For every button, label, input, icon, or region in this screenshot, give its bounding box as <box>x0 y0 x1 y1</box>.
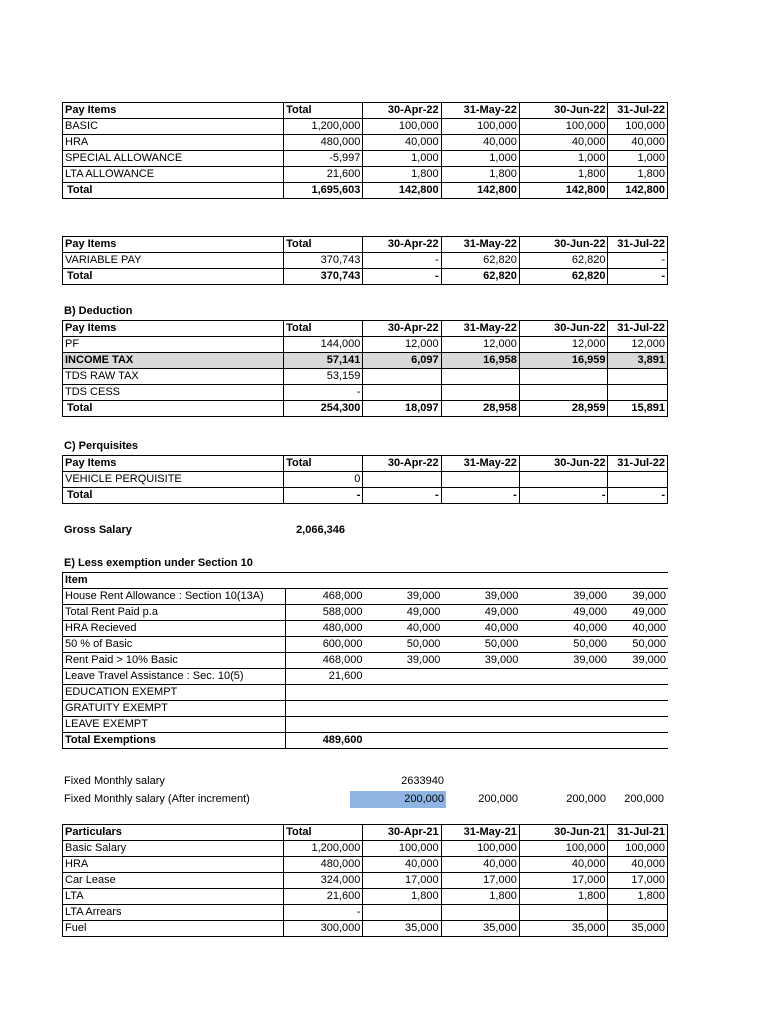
cell: 100,000 <box>441 841 519 857</box>
cell: 100,000 <box>608 841 668 857</box>
cell: 39,000 <box>609 589 668 605</box>
table-row <box>63 472 668 488</box>
cell: 17,000 <box>363 873 441 889</box>
header-cell: 30-Jun-22 <box>519 456 608 472</box>
deduction-table-block <box>62 320 668 417</box>
table-header-row <box>63 825 668 841</box>
cell: 468,000 <box>285 589 364 605</box>
header-cell: 31-May-22 <box>441 456 519 472</box>
table-row <box>63 119 668 135</box>
particulars-table-block <box>62 824 668 937</box>
table-header-row <box>63 321 668 337</box>
cell <box>519 385 608 401</box>
fixed-after-value: 200,000 <box>566 793 606 805</box>
particulars-table <box>62 824 668 937</box>
table-row <box>63 253 668 269</box>
cell <box>609 669 668 685</box>
row-label: Fuel <box>63 921 284 937</box>
total-row <box>63 488 668 504</box>
cell: - <box>284 905 363 921</box>
cell: 40,000 <box>442 621 520 637</box>
cell: 6,097 <box>363 353 441 369</box>
cell: 35,000 <box>441 921 519 937</box>
cell: 21,600 <box>285 669 364 685</box>
cell: 144,000 <box>284 337 363 353</box>
cell: 50,000 <box>520 637 609 653</box>
table-row <box>63 637 669 653</box>
cell: -5,997 <box>284 151 363 167</box>
header-cell: 31-May-21 <box>441 825 519 841</box>
exemption-table-block <box>62 572 668 749</box>
cell: 480,000 <box>285 621 364 637</box>
header-cell: 30-Jun-22 <box>519 103 608 119</box>
perquisites-table-block <box>62 455 668 504</box>
cell: 28,958 <box>441 401 519 417</box>
cell: 39,000 <box>364 653 442 669</box>
header-cell: 30-Apr-21 <box>363 825 441 841</box>
cell: 1,800 <box>608 167 668 183</box>
perquisites-title: C) Perquisites <box>64 440 138 452</box>
cell: 142,800 <box>363 183 441 199</box>
cell: 100,000 <box>363 841 441 857</box>
cell: - <box>608 488 668 504</box>
row-label: HRA <box>63 857 284 873</box>
row-label: Basic Salary <box>63 841 284 857</box>
cell: 254,300 <box>284 401 363 417</box>
cell: 1,000 <box>441 151 519 167</box>
row-label: Total <box>63 183 284 199</box>
cell: 142,800 <box>608 183 668 199</box>
header-cell: 30-Jun-21 <box>519 825 608 841</box>
empty-cell <box>364 573 442 589</box>
total-row <box>63 733 669 749</box>
cell <box>608 385 668 401</box>
cell <box>441 905 519 921</box>
cell <box>520 717 609 733</box>
cell: 39,000 <box>442 589 520 605</box>
cell: 1,695,603 <box>284 183 363 199</box>
cell <box>441 472 519 488</box>
cell <box>363 385 441 401</box>
cell <box>609 717 668 733</box>
header-cell: Total <box>284 456 363 472</box>
cell <box>608 472 668 488</box>
cell: 324,000 <box>284 873 363 889</box>
row-label: LTA <box>63 889 284 905</box>
cell: 35,000 <box>519 921 608 937</box>
cell: 40,000 <box>519 135 608 151</box>
header-cell: Total <box>284 237 363 253</box>
header-cell: Total <box>284 321 363 337</box>
cell: 39,000 <box>520 589 609 605</box>
fixed-monthly-label: Fixed Monthly salary <box>64 775 165 787</box>
cell: 17,000 <box>608 873 668 889</box>
header-cell: 30-Apr-22 <box>363 103 441 119</box>
table-row <box>63 669 669 685</box>
deduction-title: B) Deduction <box>64 305 133 317</box>
row-label: Leave Travel Assistance : Sec. 10(5) <box>63 669 286 685</box>
table-row <box>63 385 668 401</box>
cell: 100,000 <box>363 119 441 135</box>
cell <box>608 905 668 921</box>
row-label: TDS RAW TAX <box>63 369 284 385</box>
table-header-row <box>63 103 668 119</box>
cell: 300,000 <box>284 921 363 937</box>
cell: 1,800 <box>519 889 608 905</box>
cell: 62,820 <box>441 269 519 285</box>
cell: 1,800 <box>441 167 519 183</box>
header-cell: Pay Items <box>63 103 284 119</box>
cell: 62,820 <box>519 269 608 285</box>
total-row <box>63 401 668 417</box>
cell <box>608 369 668 385</box>
empty-cell <box>520 573 609 589</box>
cell <box>609 685 668 701</box>
table-row <box>63 889 668 905</box>
cell: 1,800 <box>519 167 608 183</box>
cell: 15,891 <box>608 401 668 417</box>
cell: 16,958 <box>441 353 519 369</box>
cell <box>520 701 609 717</box>
cell: 100,000 <box>519 119 608 135</box>
cell <box>520 669 609 685</box>
header-cell: 30-Apr-22 <box>363 321 441 337</box>
cell: 50,000 <box>442 637 520 653</box>
cell: - <box>284 385 363 401</box>
cell: 370,743 <box>284 269 363 285</box>
cell: 588,000 <box>285 605 364 621</box>
table-row <box>63 337 668 353</box>
cell <box>442 717 520 733</box>
header-cell: 30-Apr-22 <box>363 237 441 253</box>
row-label: Total <box>63 401 284 417</box>
cell: 1,000 <box>363 151 441 167</box>
header-cell: 31-May-22 <box>441 321 519 337</box>
table-row <box>63 135 668 151</box>
table-row <box>63 151 668 167</box>
cell: 17,000 <box>519 873 608 889</box>
earnings-table <box>62 102 668 199</box>
cell: 49,000 <box>364 605 442 621</box>
row-label: EDUCATION EXEMPT <box>63 685 286 701</box>
header-cell: Particulars <box>63 825 284 841</box>
cell: 100,000 <box>441 119 519 135</box>
cell: - <box>608 253 668 269</box>
header-cell: 30-Apr-22 <box>363 456 441 472</box>
cell: 1,800 <box>363 889 441 905</box>
table-row <box>63 621 669 637</box>
cell: 40,000 <box>364 621 442 637</box>
cell <box>285 717 364 733</box>
cell <box>442 701 520 717</box>
cell: 40,000 <box>363 857 441 873</box>
cell <box>364 669 442 685</box>
cell: 62,820 <box>519 253 608 269</box>
cell <box>363 472 441 488</box>
row-label: LEAVE EXEMPT <box>63 717 286 733</box>
cell: 489,600 <box>285 733 364 749</box>
cell: 35,000 <box>608 921 668 937</box>
row-label: Total <box>63 269 284 285</box>
row-label: Car Lease <box>63 873 284 889</box>
row-label: VEHICLE PERQUISITE <box>63 472 284 488</box>
fixed-after-value: 200,000 <box>624 793 664 805</box>
highlighted-row <box>63 353 668 369</box>
cell: 53,159 <box>284 369 363 385</box>
header-cell: 31-Jul-21 <box>608 825 668 841</box>
cell: 49,000 <box>442 605 520 621</box>
earnings-table-block <box>62 102 668 199</box>
cell: 50,000 <box>364 637 442 653</box>
table-row <box>63 167 668 183</box>
cell: 12,000 <box>608 337 668 353</box>
cell: 1,200,000 <box>284 119 363 135</box>
table-row <box>63 841 668 857</box>
cell: 40,000 <box>519 857 608 873</box>
cell: 600,000 <box>285 637 364 653</box>
cell: 1,800 <box>363 167 441 183</box>
header-cell: 31-May-22 <box>441 103 519 119</box>
row-label: BASIC <box>63 119 284 135</box>
perquisites-table <box>62 455 668 504</box>
cell: 62,820 <box>441 253 519 269</box>
gross-salary-value: 2,066,346 <box>296 524 345 536</box>
header-cell: Pay Items <box>63 456 284 472</box>
table-header-row <box>63 237 668 253</box>
table-row <box>63 857 668 873</box>
fixed-after-value: 200,000 <box>404 793 444 805</box>
empty-cell <box>285 573 364 589</box>
header-cell: Item <box>63 573 286 589</box>
row-label: LTA Arrears <box>63 905 284 921</box>
fixed-monthly-value: 2633940 <box>401 775 444 787</box>
cell: 39,000 <box>609 653 668 669</box>
row-label: PF <box>63 337 284 353</box>
cell: 3,891 <box>608 353 668 369</box>
header-cell: 30-Jun-22 <box>519 321 608 337</box>
cell: 0 <box>284 472 363 488</box>
header-cell: 30-Jun-22 <box>519 237 608 253</box>
cell: 142,800 <box>519 183 608 199</box>
table-row <box>63 589 669 605</box>
table-row <box>63 701 669 717</box>
row-label: Rent Paid > 10% Basic <box>63 653 286 669</box>
cell: 40,000 <box>608 857 668 873</box>
cell <box>364 733 442 749</box>
row-label: GRATUITY EXEMPT <box>63 701 286 717</box>
row-label: Total <box>63 488 284 504</box>
cell: 40,000 <box>441 135 519 151</box>
cell: 40,000 <box>520 621 609 637</box>
row-label: 50 % of Basic <box>63 637 286 653</box>
cell: 35,000 <box>363 921 441 937</box>
cell: 40,000 <box>608 135 668 151</box>
header-cell: 31-Jul-22 <box>608 103 668 119</box>
cell <box>364 701 442 717</box>
table-row <box>63 921 668 937</box>
cell: 28,959 <box>519 401 608 417</box>
cell: 480,000 <box>284 135 363 151</box>
row-label: HRA <box>63 135 284 151</box>
table-row <box>63 605 669 621</box>
cell: 370,743 <box>284 253 363 269</box>
cell: 57,141 <box>284 353 363 369</box>
cell: - <box>363 488 441 504</box>
cell: 39,000 <box>520 653 609 669</box>
cell: 40,000 <box>363 135 441 151</box>
cell <box>442 669 520 685</box>
cell: - <box>363 269 441 285</box>
row-label: HRA Recieved <box>63 621 286 637</box>
cell: - <box>441 488 519 504</box>
cell <box>364 717 442 733</box>
cell <box>364 685 442 701</box>
row-label: SPECIAL ALLOWANCE <box>63 151 284 167</box>
empty-cell <box>609 573 668 589</box>
cell: 142,800 <box>441 183 519 199</box>
cell <box>363 369 441 385</box>
fixed-after-increment-label: Fixed Monthly salary (After increment) <box>64 793 250 805</box>
cell: 100,000 <box>608 119 668 135</box>
cell: 12,000 <box>441 337 519 353</box>
cell: - <box>284 488 363 504</box>
cell: - <box>363 253 441 269</box>
cell <box>285 701 364 717</box>
empty-cell <box>442 573 520 589</box>
cell <box>520 733 609 749</box>
row-label: TDS CESS <box>63 385 284 401</box>
variable-pay-table-block <box>62 236 668 285</box>
cell: 16,959 <box>519 353 608 369</box>
table-row <box>63 685 669 701</box>
cell <box>519 369 608 385</box>
cell: 21,600 <box>284 167 363 183</box>
cell: 39,000 <box>364 589 442 605</box>
header-cell: Pay Items <box>63 237 284 253</box>
header-cell: Total <box>284 103 363 119</box>
header-cell: 31-Jul-22 <box>608 321 668 337</box>
deduction-table <box>62 320 668 417</box>
table-header-row <box>63 573 669 589</box>
cell: 39,000 <box>442 653 520 669</box>
cell <box>520 685 609 701</box>
cell: 1,800 <box>608 889 668 905</box>
header-cell: 31-Jul-22 <box>608 237 668 253</box>
cell <box>441 369 519 385</box>
exemption-table <box>62 572 668 749</box>
cell: 12,000 <box>519 337 608 353</box>
row-label: INCOME TAX <box>63 353 284 369</box>
cell: 468,000 <box>285 653 364 669</box>
exemption-title: E) Less exemption under Section 10 <box>64 557 253 569</box>
cell: 1,000 <box>608 151 668 167</box>
variable-pay-table <box>62 236 668 285</box>
cell: 18,097 <box>363 401 441 417</box>
cell <box>363 905 441 921</box>
cell <box>441 385 519 401</box>
cell <box>609 733 668 749</box>
cell: 480,000 <box>284 857 363 873</box>
gross-salary-label: Gross Salary <box>64 524 132 536</box>
row-label: Total Rent Paid p.a <box>63 605 286 621</box>
row-label: VARIABLE PAY <box>63 253 284 269</box>
cell: 100,000 <box>519 841 608 857</box>
cell: 1,800 <box>441 889 519 905</box>
cell: 1,200,000 <box>284 841 363 857</box>
table-row <box>63 905 668 921</box>
cell <box>519 472 608 488</box>
cell: 40,000 <box>441 857 519 873</box>
cell: 49,000 <box>609 605 668 621</box>
header-cell: 31-May-22 <box>441 237 519 253</box>
total-row <box>63 183 668 199</box>
cell <box>442 685 520 701</box>
table-header-row <box>63 456 668 472</box>
cell: 40,000 <box>609 621 668 637</box>
header-cell: Pay Items <box>63 321 284 337</box>
cell <box>519 905 608 921</box>
row-label: LTA ALLOWANCE <box>63 167 284 183</box>
header-cell: Total <box>284 825 363 841</box>
cell: 49,000 <box>520 605 609 621</box>
cell: 50,000 <box>609 637 668 653</box>
cell <box>285 685 364 701</box>
fixed-after-value: 200,000 <box>478 793 518 805</box>
cell <box>609 701 668 717</box>
table-row <box>63 717 669 733</box>
cell: 17,000 <box>441 873 519 889</box>
cell <box>442 733 520 749</box>
cell: - <box>608 269 668 285</box>
cell: 21,600 <box>284 889 363 905</box>
table-row <box>63 369 668 385</box>
cell: 12,000 <box>363 337 441 353</box>
table-row <box>63 873 668 889</box>
cell: 1,000 <box>519 151 608 167</box>
table-row <box>63 653 669 669</box>
header-cell: 31-Jul-22 <box>608 456 668 472</box>
total-row <box>63 269 668 285</box>
row-label: Total Exemptions <box>63 733 286 749</box>
cell: - <box>519 488 608 504</box>
row-label: House Rent Allowance : Section 10(13A) <box>63 589 286 605</box>
